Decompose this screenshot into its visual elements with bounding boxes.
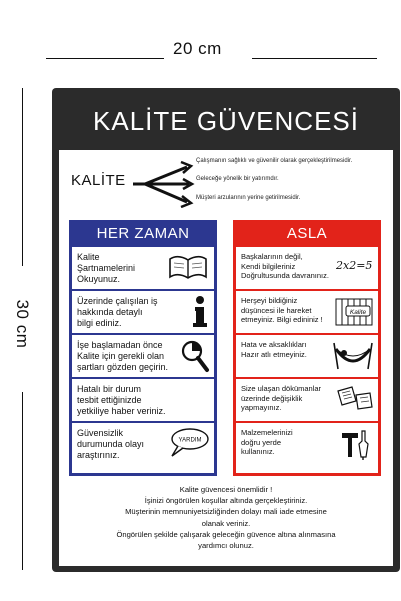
footer-line: Müşterinin memnuniyetsizliğinden dolayı mali iade etmesine	[125, 507, 327, 517]
always-item-text: Güvensizlik durumunda olayı araştırınız.	[77, 428, 145, 460]
footer-line: Kalite güvencesi önemlidir !	[179, 485, 273, 494]
always-item-text: Kalite Şartnamelerini Okuyunuz.	[77, 252, 136, 284]
formula-text: 2x2=5	[336, 259, 373, 272]
speech-bubble-icon	[166, 427, 210, 459]
footer-notes	[59, 484, 393, 551]
never-item-text: Başkalarının değil, Kendi bilgileriniz Doğrultusunda davranınız.	[241, 252, 329, 280]
never-item-text: Herşeyi bildiğiniz düşüncesi ile hareket etmeyiniz. Bilgi edininiz !	[241, 296, 323, 324]
always-item-text: İşe başlamadan önce Kalite için gerekli olan şartları gözden geçirin.	[77, 340, 169, 372]
tools-icon	[334, 427, 374, 461]
always-heading: HER ZAMAN	[72, 223, 214, 245]
never-item	[236, 245, 378, 289]
book-label: Kalite	[349, 309, 367, 316]
always-item-text: Üzerinde çalışılan iş hakkında detaylı bilgi ediniz.	[77, 296, 158, 328]
info-icon	[190, 295, 210, 329]
never-item-text: Size ulaşan dökümanlar üzerinde değişiklik yapmayınız.	[241, 384, 322, 412]
quality-sign	[52, 88, 400, 572]
kalite-label: KALİTE	[71, 172, 126, 189]
sign-title: KALİTE GÜVENCESİ	[93, 106, 359, 136]
never-item	[236, 333, 378, 377]
always-item	[72, 289, 214, 333]
never-item	[236, 377, 378, 421]
always-item	[72, 377, 214, 421]
footer-line: İşinizi öngörülen koşullar altında gerçekleştiriniz.	[144, 496, 308, 506]
width-label: 20 cm	[173, 39, 222, 58]
never-item	[236, 289, 378, 333]
height-dimension	[10, 88, 34, 570]
books-icon	[334, 295, 374, 329]
always-item-text: Hatalı bir durum tesbit ettiğinizde yetkiliye haber veriniz.	[77, 384, 166, 416]
reason-text: Çalışmanın sağlıklı ve güvenilir olarak gerçekleştirilmesidir.	[196, 158, 353, 164]
never-item	[236, 421, 378, 465]
width-dimension	[46, 39, 377, 62]
magnifier-icon	[180, 339, 210, 373]
always-item	[72, 245, 214, 289]
sign-panel	[59, 150, 393, 566]
always-column	[69, 220, 217, 476]
dimension-line	[22, 392, 23, 570]
footer-line: olanak veriniz.	[201, 518, 251, 528]
bubble-text: YARDIM	[178, 437, 202, 444]
footer-line: yardımcı olunuz.	[198, 541, 254, 551]
always-item	[72, 333, 214, 377]
dimension-line	[252, 58, 377, 59]
dimension-line	[46, 58, 164, 59]
never-item-text: Hata ve aksaklıkları Hazır atlı etmeyiniz.	[241, 340, 307, 359]
never-heading: ASLA	[236, 223, 378, 245]
always-item	[72, 421, 214, 465]
documents-icon	[334, 383, 374, 413]
height-label: 30 cm	[13, 299, 32, 349]
never-column	[233, 220, 381, 476]
never-item-text: Malzemelerinizi doğru yerde kullanınız.	[241, 428, 293, 456]
formula-icon	[334, 251, 374, 277]
reason-text: Müşteri arzularının yerine getirilmesidir.	[196, 195, 301, 201]
footer-line: Öngörülen şekilde çalışarak geleceğin güvence altına alınmasına	[116, 529, 336, 539]
reason-text: Geleceğe yönelik bir yatırımdır.	[196, 176, 279, 182]
branching-arrow-icon	[131, 158, 195, 208]
dimension-line	[22, 88, 23, 266]
hammock-icon	[332, 339, 374, 373]
open-book-icon	[166, 251, 210, 283]
